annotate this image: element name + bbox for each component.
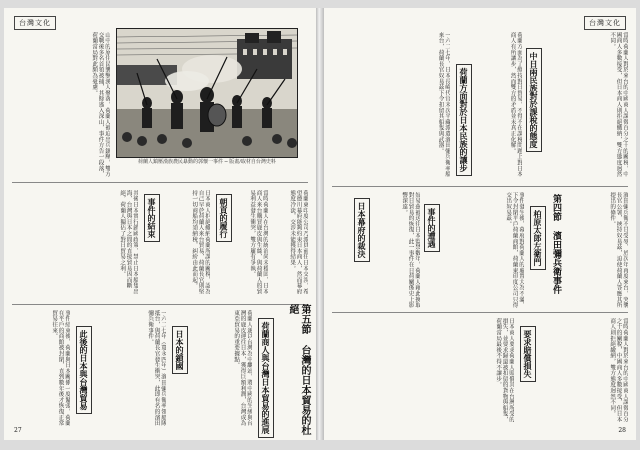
heading-dispute: 朝貢的履行 [216,194,232,242]
paragraph-g-cont: 當時荷蘭人對於來台的中國商人課徵百分之十的關稅，中國商人多數接受，但日本商人則拒絕繳納，雙方態度迥然不同。 [609,318,628,423]
paragraph-a: 山中的原住民襲擊漢人聚落，荷蘭人被迫出兵鎮壓，雙方交戰後多名首領被捕，其餘逃入深山，事件方告一段落，荷蘭當局對此頗為憂慮。 [91,32,110,177]
heading-afterwards: 此後的日本與台灣貿易 [76,326,92,414]
heading-resolution: 日本幕府的裁決 [354,198,370,262]
paragraph-d: 荷蘭東印度公司乃派員前往日本交涉，希望德川幕府能夠約束日本商人，然而幕府態度冷淡，交涉未能獲得結果。 [289,190,308,295]
woodcut-illustration [116,28,298,158]
heading-japan-side: 荷蘭方面對於日本民族的讓步 [456,64,472,176]
image-caption: 荷蘭人鎮壓漢族農民暴動的郭懷一事件 ─ 版畫/取材自台灣史料 [138,159,276,165]
paragraph-b: 荷蘭方面為了維持對日貿易，不得不在課稅問題上對日本商人有所讓步，然而雙方的矛盾並未真正化解。 [509,32,522,177]
paragraph-f: 奴易茲被送往日本監禁數年，荷蘭人藉此換取對日貿易的恢復，此一事件在日荷關係史上影響深遠。 [401,192,420,308]
paragraph-g: 日本商人要求荷蘭人賠償其在台灣所受的損失，並要求歸還被扣留的貨物與船隻，荷蘭當局最後不得不讓步。 [495,318,514,423]
heading-sub1: 荷蘭商人與台灣日本貿易的進展 [258,318,274,438]
woodcut-battle-scene [117,29,297,157]
heading-demand: 要求賠償損失 [520,326,536,382]
heading-aftermath: 事件的結束 [144,194,160,242]
heading-pirate: 柏原太郎左衛門 [530,206,546,270]
paragraph-f: 荷蘭人遂以台灣為中繼站，將中國的生絲與台灣的鹿皮運往日本，獲得巨額利潤，台灣成為東亞貿易的重要據點。 [233,310,252,426]
magazine-tag-left: 台灣文化 [14,16,56,30]
heading-section4: 第四節 濱田彌兵衛事件 [551,194,561,294]
page-number-right: 28 [618,427,626,434]
paragraph-e: 其後日本實行鎖國政策，禁止日本船隻出海，台灣與日本之間的直接貿易因而斷絕，荷蘭人獨佔了對日貿易之利。 [119,190,138,295]
paragraph-a: 當時荷蘭人對於來台的中國商人課徵百分之十的關稅，中國商人多數接受，但日本商人則拒絕繳納，雙方態度迥然不同。 [609,32,628,177]
paragraph-d: 濱田彌兵衛不甘受辱，於次年再度來台，突襲長官公署，挾持奴易茲，迫使荷蘭人答應其所提出的條件。 [609,192,628,308]
heading-section5: 第五節 台灣的日本貿易的杜絕 [287,304,310,435]
magazine-tag-right: 台灣文化 [584,16,626,30]
heading-end-of-japan: 日本的鎖國 [172,326,188,374]
right-page [324,8,636,440]
paragraph-h: 事件結束後，荷蘭與日本關係一度緊張，荷蘭在平戶的商館被封閉，直到數年後才恢復正常貿易往來。 [51,310,70,426]
paragraph-c: 日本商人拒絕繳納荷蘭所課的關稅，認為自己早於荷蘭人來台貿易，荷蘭長官則堅持一切商船均須納稅，糾紛由此而起。 [191,190,210,295]
paragraph-c: 一六二七年，日本長崎代官末次平藏派遣濱田彌兵衛率船來台，荷蘭長官奴易茲下令扣留其船隻與武器。 [437,32,450,177]
page-number-left: 27 [14,427,22,434]
paragraph-b: 當時荷蘭人在台灣的統治尚未穩固，日本商人來台購買鹿皮與生絲，與荷蘭人的貿易利益發生衝突，雙方屢有爭執。 [249,190,268,295]
left-page [4,8,316,440]
divider [332,312,628,313]
book-gutter [316,8,324,440]
divider [332,186,628,187]
divider [12,182,308,183]
divider [12,304,308,305]
heading-attitude: 中日兩民族對於課稅的態度 [526,48,542,152]
heading-incident: 事件的遭遇 [424,204,440,252]
paragraph-e: 事件發生後，幕府對荷蘭人的處置大為不滿，下令封閉平戶荷蘭商館，荷蘭東印度公司只得交出奴易茲。 [505,192,524,308]
paragraph-g: 一六二七年（寬永四年）濱田彌兵衛率領船隊抵台，與荷蘭長官發生衝突，此即有名的濱田彌兵衛事件。 [147,310,166,426]
